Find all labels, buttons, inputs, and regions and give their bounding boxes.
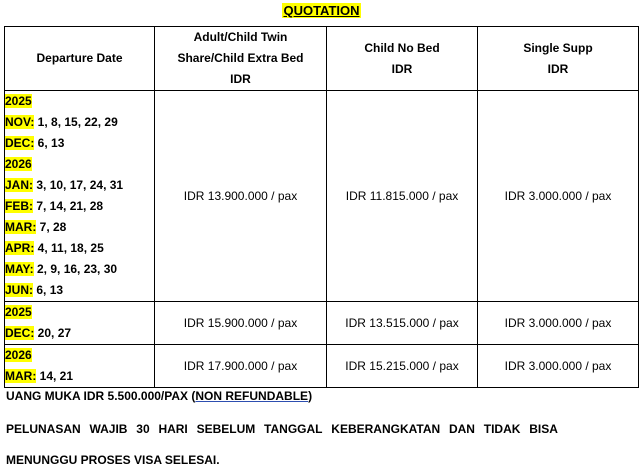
date-values: 20, 27 (34, 326, 72, 340)
deposit-prefix: UANG MUKA IDR 5.500.000/PAX ( (6, 389, 196, 403)
price-single-supp: IDR 3.000.000 / pax (478, 302, 639, 345)
header-line: Share/Child Extra Bed (177, 51, 304, 65)
price-child-no-bed: IDR 15.215.000 / pax (327, 345, 478, 388)
date-label: JUN: (5, 283, 34, 297)
table-body (5, 91, 639, 388)
payment-word: PELUNASAN (6, 422, 81, 436)
departure-dates-cell (5, 345, 155, 388)
header-line: Adult/Child Twin (193, 30, 288, 44)
price-twin-share: IDR 15.900.000 / pax (155, 302, 327, 345)
date-label: FEB: (5, 199, 33, 213)
header-adult-child-twin (155, 27, 327, 91)
date-label: MAR: (5, 220, 37, 234)
date-line (5, 302, 154, 323)
payment-word: BISA (529, 422, 558, 436)
deposit-suffix: ) (308, 389, 313, 403)
date-label: NOV: (5, 115, 35, 129)
deposit-note (6, 389, 312, 403)
payment-word: DAN (448, 422, 475, 436)
date-values: 14, 21 (36, 369, 74, 383)
payment-word: KEBERANGKATAN (331, 422, 441, 436)
date-values: 6, 13 (34, 136, 65, 150)
date-line (5, 238, 154, 259)
date-values: 7, 28 (36, 220, 67, 234)
date-values: 7, 14, 21, 28 (33, 199, 104, 213)
payment-word: TIDAK (483, 422, 521, 436)
quotation-title (0, 2, 643, 20)
date-values: 6, 13 (33, 283, 64, 297)
payment-word: TANGGAL (264, 422, 323, 436)
date-line (5, 133, 154, 154)
date-line (5, 112, 154, 133)
quotation-table (4, 26, 639, 388)
payment-word: SEBELUM (196, 422, 256, 436)
header-line: Child No Bed (364, 40, 440, 55)
header-single-supp (478, 27, 639, 91)
payment-note-line2 (6, 453, 220, 467)
date-label: 2026 (5, 348, 32, 362)
table-row (5, 302, 639, 345)
header-child-no-bed (327, 27, 478, 91)
date-values: 4, 11, 18, 25 (34, 241, 104, 255)
payment-word: 30 (136, 422, 150, 436)
date-line (5, 154, 154, 175)
date-line (5, 175, 154, 196)
price-twin-share: IDR 13.900.000 / pax (155, 91, 327, 302)
date-label: 2026 (5, 157, 32, 171)
price-single-supp: IDR 3.000.000 / pax (478, 91, 639, 302)
payment-note-line2-text: MENUNGGU PROSES VISA SELESAI. (6, 453, 220, 467)
table-row (5, 345, 639, 388)
date-values: 2, 9, 16, 23, 30 (33, 262, 118, 276)
date-label: DEC: (5, 326, 35, 340)
price-child-no-bed: IDR 13.515.000 / pax (327, 302, 478, 345)
date-label: 2025 (5, 94, 32, 108)
payment-word: WAJIB (89, 422, 128, 436)
header-line: Single Supp (523, 40, 593, 55)
date-line (5, 323, 154, 344)
date-line (5, 259, 154, 280)
date-label: DEC: (5, 136, 35, 150)
payment-word: HARI (158, 422, 188, 436)
date-line (5, 280, 154, 301)
header-departure-date (5, 27, 155, 91)
date-values: 3, 10, 17, 24, 31 (33, 178, 124, 192)
non-refundable-text: NON REFUNDABLE (195, 389, 309, 403)
date-label: MAY: (5, 262, 34, 276)
date-line (5, 217, 154, 238)
departure-dates-cell (5, 302, 155, 345)
price-child-no-bed: IDR 11.815.000 / pax (327, 91, 478, 302)
date-line (5, 196, 154, 217)
date-line (5, 366, 154, 387)
payment-note-line1 (6, 422, 558, 436)
date-line (5, 91, 154, 112)
table-header-row (5, 27, 639, 91)
date-label: 2025 (5, 305, 32, 319)
date-label: JAN: (5, 178, 34, 192)
date-label: MAR: (5, 369, 37, 383)
departure-dates-cell (5, 91, 155, 302)
quotation-title-text: QUOTATION (283, 3, 360, 18)
header-line: Departure Date (36, 51, 123, 65)
date-values: 1, 8, 15, 22, 29 (34, 115, 118, 129)
header-line: IDR (391, 61, 413, 76)
header-line: IDR (547, 61, 569, 76)
date-label: APR: (5, 241, 35, 255)
date-line (5, 345, 154, 366)
header-line: IDR (230, 72, 251, 86)
price-single-supp: IDR 3.000.000 / pax (478, 345, 639, 388)
table-row (5, 91, 639, 302)
price-twin-share: IDR 17.900.000 / pax (155, 345, 327, 388)
